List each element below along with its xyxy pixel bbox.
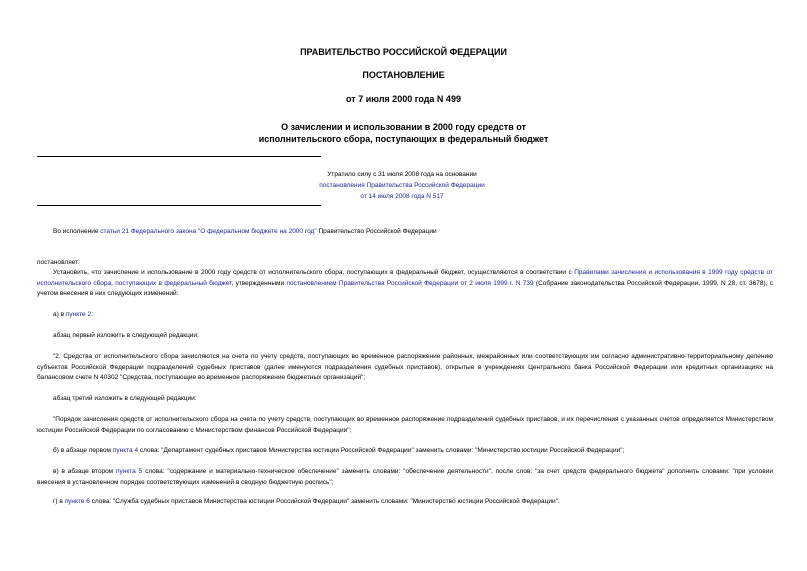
- intro-law-link[interactable]: статьи 21 Федерального закона "О федеральном бюджете на 2000 год": [100, 228, 317, 235]
- repeal-note: [300, 169, 504, 202]
- repeal-link-title[interactable]: постановления Правительства Российской Федерации: [319, 182, 485, 189]
- p1-text-3: (Собрание законодательства Российской Федерации, 1999, N 28, ст. 3678), с учетом внесения в них следующих изменений:: [37, 279, 773, 297]
- quoted-point-2: "2. Средства от исполнительского сбора зачисляются на счета по учету средств, поступающих во временное распоряжение районных, межрайонных или соответствующих им согласно административно-территориальному делению субъектов Российской Федерации подразделений судебных приставов (далее именуются подразделения судебных приставов), открытые в учреждениях Центрального банка Российской Федерации или кредитных организациях на балансовом счете N 40302 "Средства, поступающие во временное распоряжение бюджетных организаций";: [37, 353, 773, 381]
- item-a: [37, 310, 773, 321]
- point-4-link[interactable]: пункта 4: [112, 447, 139, 454]
- government-heading: ПРАВИТЕЛЬСТВО РОССИЙСКОЙ ФЕДЕРАЦИИ: [300, 47, 507, 57]
- resolution-739-link[interactable]: постановлением Правительства Российской Федерации от 2 июля 1999 г. N 739: [286, 279, 534, 287]
- top-divider: [37, 156, 321, 157]
- intro-post: Правительство Российской Федерации: [316, 228, 437, 235]
- rules-link[interactable]: Правилами зачисления и использования в 1999 году средств от исполнительского сбора, поступающих в федеральный бюджет: [37, 269, 773, 287]
- item-b-pre: б) в абзаце первом: [53, 447, 113, 454]
- title-line-1: О зачислении и использовании в 2000 году средств от: [281, 122, 526, 132]
- item-g-pre: г) в: [53, 498, 65, 505]
- intro-pre: Во исполнение: [53, 228, 101, 235]
- item-a-pre: а) в: [53, 311, 66, 318]
- item-a-third-paragraph: абзац третий изложить в следующей редакции:: [53, 395, 197, 402]
- paragraph-1: [37, 268, 773, 300]
- resolves-label: постановляет:: [37, 259, 80, 266]
- repeal-link-date[interactable]: от 14 июля 2008 года N 517: [360, 193, 444, 200]
- document-title: [0, 121, 807, 145]
- document-type: ПОСТАНОВЛЕНИЕ: [362, 70, 445, 80]
- point-6-link[interactable]: пункте 6: [64, 498, 90, 505]
- item-v-pre: в) в абзаце втором: [53, 468, 116, 475]
- point-5-link[interactable]: пункта 5: [115, 468, 143, 475]
- item-v: [37, 467, 773, 488]
- item-g: [37, 497, 773, 508]
- item-a-post: :: [91, 311, 93, 318]
- item-v-post: слова: "содержание и материально-техническое обеспечение" заменить словами: "обеспечение деятельности", после слов: "за счет средств федерального бюджета" дополнить словами: "при условии внесения в установленном порядке соответствующих изменений в сводную бюджетную роспись";: [37, 468, 773, 486]
- item-g-post: слова: "Служба судебных приставов Министерства юстиции Российской Федерации" заменить словами: "Министерство юстиции Российской Федерации".: [89, 498, 560, 505]
- repeal-note-text: Утратило силу с 31 июля 2008 года на основании: [327, 171, 477, 178]
- point-2-link[interactable]: пункте 2: [65, 311, 92, 318]
- intro-paragraph: [37, 227, 773, 238]
- item-b-post: слова: "Департамент судебных приставов Министерства юстиции Российской Федерации" заменить словами: "Министерство юстиции Российской Федерации";: [138, 447, 625, 454]
- item-a-first-paragraph: абзац первый изложить в следующей редакции:: [53, 332, 199, 339]
- bottom-divider: [37, 205, 321, 206]
- quoted-procedure: "Порядок зачисления средств от исполнительского сбора на счета по учету средств, поступающих во временное распоряжение подразделений судебных приставов, и их перечисления с указанных счетов определяется Министерством юстиции Российской Федерации по согласованию с Министерством финансов Российской Федерации";: [37, 416, 773, 434]
- item-b: [37, 446, 773, 457]
- p1-text-1: Установить, что зачисление и использование в 2000 году средств от исполнительского сбора, поступающих в федеральный бюджет, осуществляются в соответствии с: [53, 269, 575, 276]
- title-line-2: исполнительского сбора, поступающих в федеральный бюджет: [258, 134, 549, 144]
- p1-text-2: , утвержденными: [231, 279, 287, 287]
- document-date: от 7 июля 2000 года N 499: [346, 94, 461, 104]
